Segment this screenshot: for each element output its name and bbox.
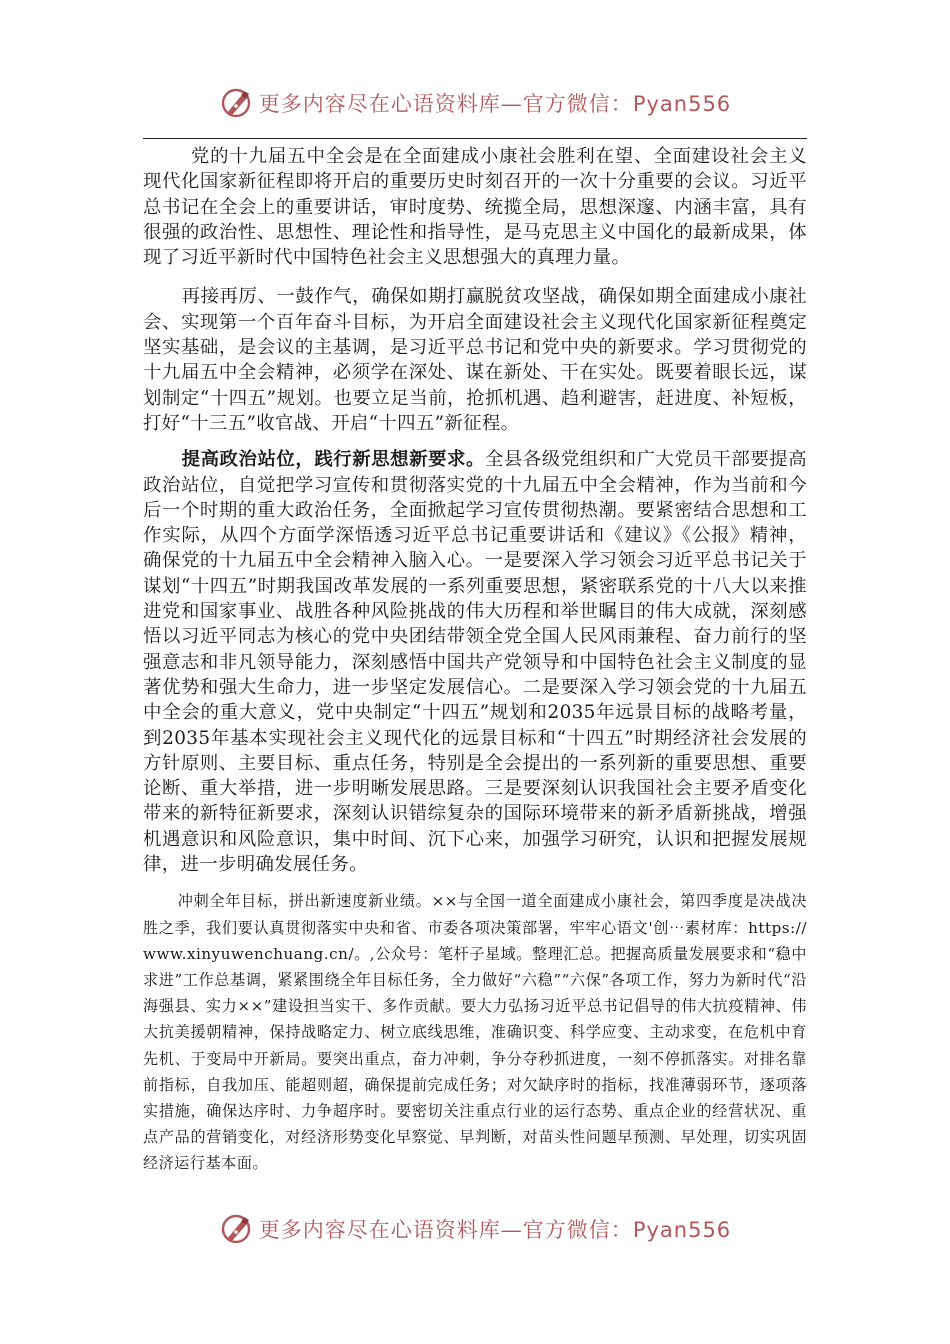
- paragraph-1: 党的十九届五中全会是在全面建成小康社会胜利在望、全面建设社会主义现代化国家新征程即将开启的重要历史时刻召开的一次十分重要的会议。习近平总书记在全会上的重要讲话，审时度势、统揽全局，思想深邃、内涵丰富，具有很强的政治性、思想性、理论性和指导性，是马克思主义中国化的最新成果，体现了习近平新时代中国特色社会主义思想强大的真理力量。: [143, 146, 807, 269]
- footer-banner-text: 更多内容尽在心语资料库—官方微信：Pyan556: [258, 1218, 732, 1242]
- footer-wechat-id: Pyan556: [632, 1218, 732, 1242]
- paragraph-3: [143, 447, 807, 877]
- header-banner-text: 更多内容尽在心语资料库—官方微信：Pyan556: [258, 92, 732, 116]
- pen-nib-logo-icon: [219, 86, 253, 120]
- paragraph-4: 冲刺全年目标，拼出新速度新业绩。××与全国一道全面建成小康社会，第四季度是决战决胜之季，我们要认真贯彻落实中央和省、市委各项决策部署，牢牢心语文'创⋯素材库：https://www.xinyuwenchuang.cn/。,公众号：笔杆子星域。整理汇总。把握高质量发展要求和“稳中求进”工作总基调，紧紧围绕全年目标任务，全力做好“六稳”“六保”各项工作，努力为新时代“沿海强县、实力××”建设担当实干、多作贡献。要大力弘扬习近平总书记倡导的伟大抗疫精神、伟大抗美援朝精神，保持战略定力、树立底线思维，准确识变、科学应变、主动求变，在危机中育先机、于变局中开新局。要突出重点，奋力冲刺，争分夺秒抓进度，一刻不停抓落实。对排名靠前指标，自我加压、能超则超，确保提前完成任务；对欠缺序时的指标，找准薄弱环节，逐项落实措施，确保达序时、力争超序时。要密切关注重点行业的运行态势、重点企业的经营状况、重点产品的营销变化，对经济形势变化早察觉、早判断，对苗头性问题早预测、早处理，切实巩固经济运行基本面。: [143, 892, 807, 1173]
- footer-banner: [0, 1206, 950, 1252]
- paragraph-2: 再接再厉、一鼓作气，确保如期打赢脱贫攻坚战，确保如期全面建成小康社会、实现第一个百年奋斗目标，为开启全面建设社会主义现代化国家新征程奠定坚实基础，是会议的主基调，是习近平总书记和党中央的新要求。学习贯彻党的十九届五中全会精神，必须学在深处、谋在新处、干在实处。既要着眼长远，谋划制定“十四五”规划。也要立足当前，抢抓机遇、趋利避害，赶进度、补短板，打好“十三五”收官战、开启“十四五”新征程。: [143, 286, 807, 434]
- paragraph-3-lead: 提高政治站位，践行新思想新要求。: [181, 449, 485, 471]
- header-wechat-id: Pyan556: [632, 92, 732, 116]
- paragraph-3-body: 全县各级党组织和广大党员干部要提高政治站位，自觉把学习宣传和贯彻落实党的十九届五中全会精神，作为当前和今后一个时期的重大政治任务，全面掀起学习宣传贯彻热潮。要紧密结合思想和工作实际，从四个方面学深悟透习近平总书记重要讲话和《建议》《公报》精神，确保党的十九届五中全会精神入脑入心。一是要深入学习领会习近平总书记关于谋划“十四五”时期我国改革发展的一系列重要思想，紧密联系党的十八大以来推进党和国家事业、战胜各种风险挑战的伟大历程和举世瞩目的伟大成就，深刻感悟以习近平同志为核心的党中央团结带领全党全国人民风雨兼程、奋力前行的坚强意志和非凡领导能力，深刻感悟中国共产党领导和中国特色社会主义制度的显著优势和强大生命力，进一步坚定发展信心。二是要深入学习领会党的十九届五中全会的重大意义，党中央制定“十四五”规划和2035年远景目标的战略考量，到2035年基本实现社会主义现代化的远景目标和“十四五”时期经济社会发展的方针原则、主要目标、重点任务，特别是全会提出的一系列新的重要思想、重要论断、重大举措，进一步明晰发展思路。三是要深刻认识我国社会主要矛盾变化带来的新特征新要求，深刻认识错综复杂的国际环境带来的新矛盾新挑战，增强机遇意识和风险意识，集中时间、沉下心来，加强学习研究，认识和把握发展规律，进一步明确发展任务。: [143, 449, 807, 876]
- document-body: [143, 144, 807, 1177]
- pen-nib-logo-icon: [219, 1212, 253, 1246]
- header-divider: [143, 138, 807, 139]
- header-banner: [0, 80, 950, 126]
